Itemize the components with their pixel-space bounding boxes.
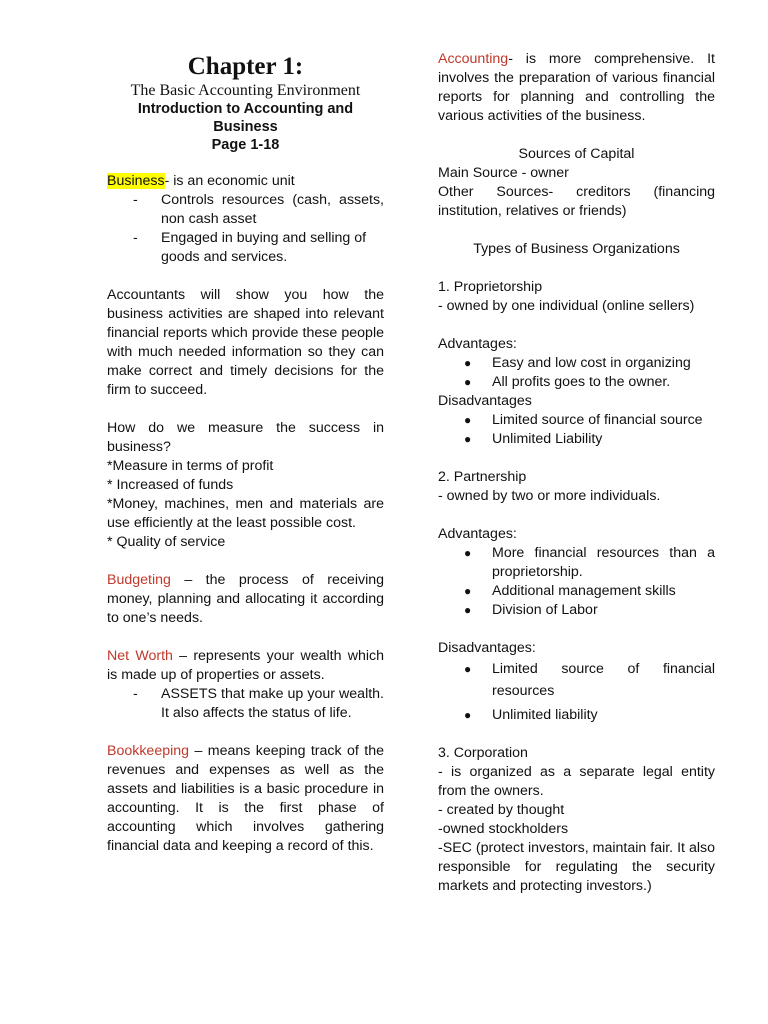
chapter-intro — [107, 100, 384, 154]
partnership-adv-label: Advantages: — [438, 526, 517, 542]
networth-term: Net Worth — [107, 648, 173, 664]
success-line: *Money, machines, men and materials are use efficiently at the least possible cost. — [107, 496, 384, 531]
proprietorship-adv-label: Advantages: — [438, 336, 517, 352]
list-item: - ASSETS that make up your wealth. It also affects the status of life. — [133, 686, 384, 721]
budgeting-definition: Budgeting – the process of receiving money, planning and allocating it according to one’s needs. — [107, 572, 384, 626]
left-body — [107, 172, 384, 856]
partnership-dis-label: Disadvantages: — [438, 640, 536, 656]
corporation-desc: - is organized as a separate legal entity from the owners. — [438, 764, 715, 799]
partnership-dis-list — [438, 658, 715, 725]
bookkeeping-definition: Bookkeeping – means keeping track of the revenues and expenses as well as the assets and liabilities is a basic procedure in accounting. It is the first phase of accounting which involves gathering financial data and keeping a record of this. — [107, 743, 384, 854]
proprietorship-adv-list — [438, 354, 715, 392]
accountants-paragraph: Accountants will show you how the business activities are shaped into relevant financial reports which provide these people with much needed information so they can make correct and timely decisions for the firm to succeed. — [107, 287, 384, 398]
list-item: ● Limited source of financial source — [464, 412, 703, 428]
business-term: Business — [107, 173, 165, 189]
partnership-heading: 2. Partnership — [438, 469, 527, 485]
budgeting-term: Budgeting — [107, 572, 171, 588]
capital-main: Main Source - owner — [438, 165, 569, 181]
intro-title: Introduction to Accounting and Business — [137, 101, 354, 135]
business-definition — [107, 172, 384, 191]
business-def: - is an economic unit — [164, 173, 295, 189]
right-body — [438, 50, 715, 896]
corporation-line: - created by thought — [438, 802, 565, 818]
success-line: *Measure in terms of profit — [107, 458, 274, 474]
partnership-desc: - owned by two or more individuals. — [438, 488, 661, 504]
networth-definition: Net Worth – represents your wealth which is made up of properties or assets. — [107, 648, 384, 683]
business-list — [107, 191, 384, 267]
partnership-adv-list — [438, 544, 715, 620]
list-item: ● Division of Labor — [464, 602, 598, 618]
success-line: * Increased of funds — [107, 477, 234, 493]
chapter-title: Chapter 1: — [187, 53, 304, 80]
proprietorship-heading: 1. Proprietorship — [438, 279, 543, 295]
bookkeeping-term: Bookkeeping — [107, 743, 190, 759]
list-item: ● Unlimited liability — [464, 707, 598, 723]
success-line: * Quality of service — [107, 534, 226, 550]
accounting-definition: Accounting- is more comprehensive. It involves the preparation of various financial reports for planning and controlling the various activities of the business. — [438, 51, 715, 124]
list-item: ● Easy and low cost in organizing — [464, 355, 691, 371]
proprietorship-dis-list — [438, 411, 715, 449]
success-question: How do we measure the success in business? — [107, 420, 384, 455]
list-item: - Engaged in buying and selling of goods and services. — [133, 230, 367, 265]
proprietorship-desc: - owned by one individual (online sellers) — [438, 298, 695, 314]
corporation-heading: 3. Corporation — [438, 745, 528, 761]
corporation-line: -owned stockholders — [438, 821, 569, 837]
types-title: Types of Business Organizations — [473, 241, 680, 257]
list-item: ● Additional management skills — [464, 583, 676, 599]
capital-title: Sources of Capital — [518, 146, 635, 162]
list-item: ● Limited source of financial resources — [464, 661, 715, 699]
list-item: ● Unlimited Liability — [464, 431, 603, 447]
corporation-line: -SEC (protect investors, maintain fair. It also responsible for regulating the security markets and protecting investors.) — [438, 840, 715, 894]
proprietorship-dis-label: Disadvantages — [438, 393, 532, 409]
networth-list — [107, 685, 384, 723]
list-item: - Controls resources (cash, assets, non cash asset — [133, 192, 384, 227]
list-item: ● All profits goes to the owner. — [464, 374, 671, 390]
list-item: ● More financial resources than a proprietorship. — [464, 545, 715, 580]
capital-other: Other Sources- creditors (financing institution, relatives or friends) — [438, 184, 715, 219]
accounting-term: Accounting — [438, 51, 509, 67]
chapter-subtitle: The Basic Accounting Environment — [130, 82, 361, 99]
page-range: Page 1-18 — [211, 137, 280, 153]
